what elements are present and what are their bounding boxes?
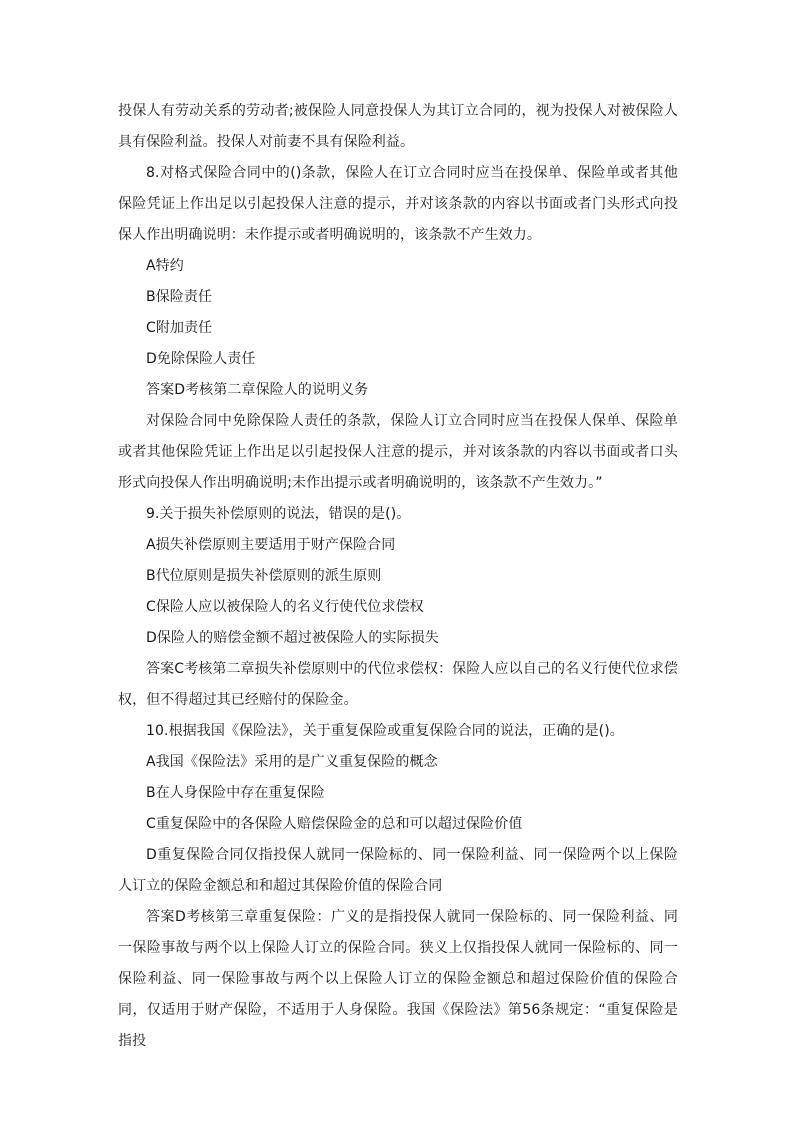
question-9-option-c: C保险人应以被保险人的名义行使代位求偿权 [146, 599, 424, 615]
question-8-option-a: A特约 [146, 258, 184, 274]
question-9-option-b: B代位原则是损失补偿原则的派生原则 [146, 568, 382, 584]
question-9-option-a: A损失补偿原则主要适用于财产保险合同 [146, 537, 396, 553]
question-8-answer: 答案D考核第二章保险人的说明义务 [146, 382, 369, 398]
document-body [118, 96, 678, 1057]
question-10-option-a: A我国《保险法》采用的是广义重复保险的概念 [146, 754, 438, 770]
question-8-option-d: D免除保险人责任 [146, 351, 256, 367]
question-10-answer: 答案D考核第三章重复保险：广义的是指投保人就同一保险标的、同一保险利益、同一保险事故与两个以上保险人订立的保险合同。狭义上仅指投保人就同一保险标的、同一保险利益、同一保险事故与两个以上保险人订立的保险金额总和超过保险价值的保险合同，仅适用于财产保险，不适用于人身保险。我国《保险法》第56条规定：“重复保险是指投 [118, 909, 678, 1049]
question-8: 8.对格式保险合同中的()条款，保险人在订立合同时应当在投保单、保险单或者其他保险凭证上作出足以引起投保人注意的提示，并对该条款的内容以书面或者门头形式向投保人作出明确说明：未作提示或者明确说明的，该条款不产生效力。 [118, 165, 678, 243]
question-10-option-c: C重复保险中的各保险人赔偿保险金的总和可以超过保险价值 [146, 816, 523, 832]
question-10-option-d: D重复保险合同仅指投保人就同一保险标的、同一保险利益、同一保险两个以上保险人订立的保险金额总和和超过其保险价值的保险合同 [118, 847, 678, 894]
question-9: 9.关于损失补偿原则的说法，错误的是()。 [146, 506, 411, 522]
question-10: 10.根据我国《保险法》，关于重复保险或重复保险合同的说法，正确的是()。 [146, 723, 624, 739]
question-10-option-b: B在人身保险中存在重复保险 [146, 785, 325, 801]
question-9-answer: 答案C考核第二章损失补偿原则中的代位求偿权：保险人应以自己的名义行使代位求偿权，但不得超过其已经赔付的保险金。 [118, 661, 678, 708]
question-8-option-c: C附加责任 [146, 320, 213, 336]
question-9-option-d: D保险人的赔偿金额不超过被保险人的实际损失 [146, 630, 439, 646]
question-8-explanation: 对保险合同中免除保险人责任的条款，保险人订立合同时应当在投保人保单、保险单或者其他保险凭证上作出足以引起投保人注意的提示，并对该条款的内容以书面或者口头形式向投保人作出明确说明;未作出提示或者明确说明的，该条款不产生效力。” [118, 413, 678, 491]
continued-paragraph: 投保人有劳动关系的劳动者;被保险人同意投保人为其订立合同的，视为投保人对被保险人具有保险利益。投保人对前妻不具有保险利益。 [118, 103, 678, 150]
question-8-option-b: B保险责任 [146, 289, 213, 305]
